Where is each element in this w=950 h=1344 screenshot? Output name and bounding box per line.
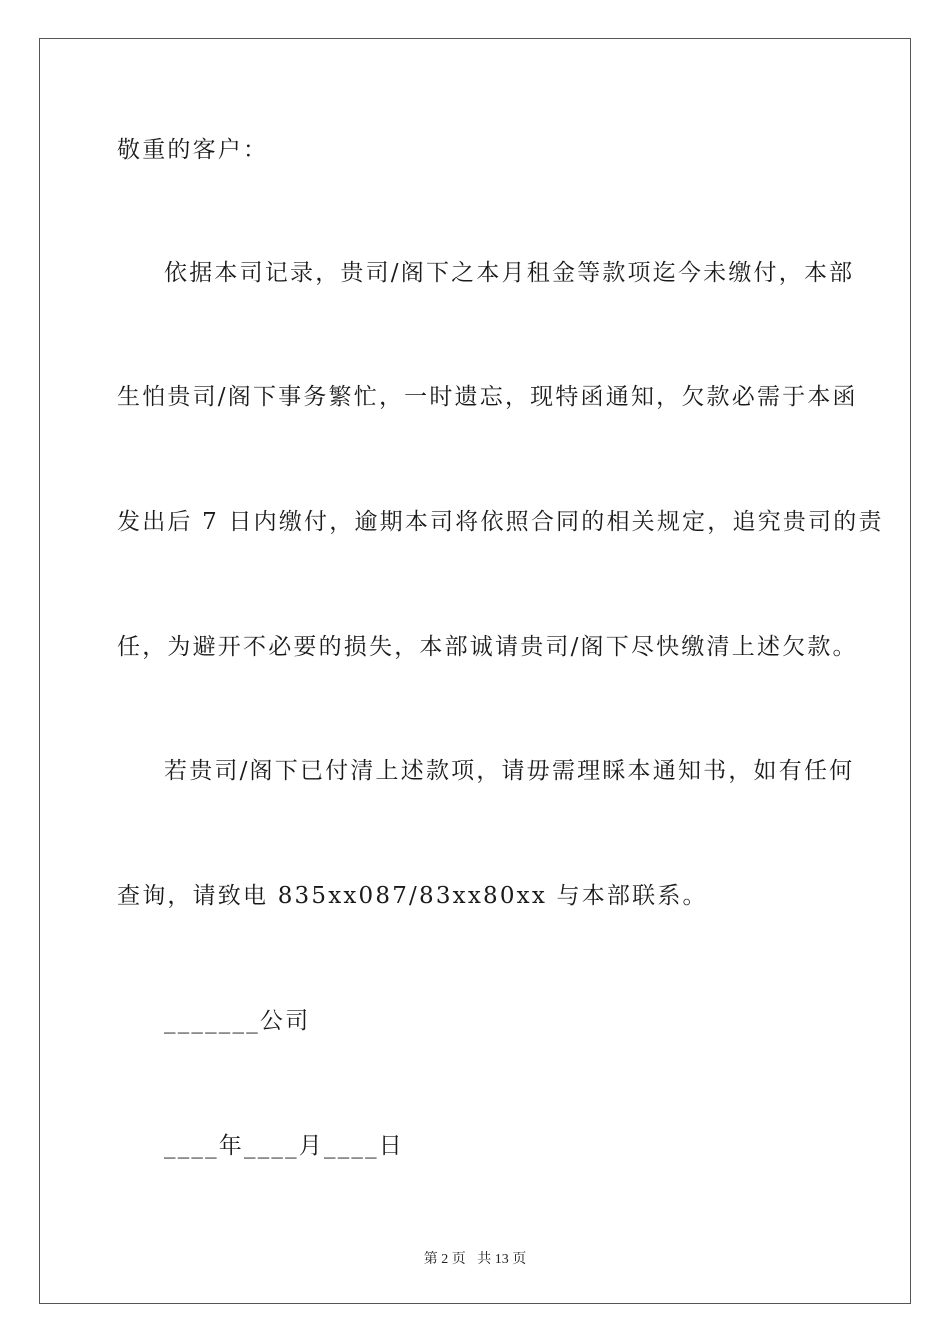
paragraph-1-line-3: 发出后 7 日内缴付，逾期本司将依照合同的相关规定，追究贵司的责 <box>117 509 884 535</box>
paragraph-1-line-1: 依据本司记录，贵司/阁下之本月租金等款项迄今未缴付，本部 <box>164 260 855 286</box>
paragraph-1-line-4: 任，为避开不必要的损失，本部诚请贵司/阁下尽快缴清上述欠款。 <box>117 634 858 660</box>
date-line: ____年____月____日 <box>164 1133 404 1159</box>
company-signature-line: _______公司 <box>164 1008 311 1034</box>
paragraph-2-line-2: 查询，请致电 835xx087/83xx80xx 与本部联系。 <box>117 883 708 909</box>
page-border <box>39 38 911 1304</box>
page-total: 共 13 页 <box>477 1252 527 1267</box>
salutation: 敬重的客户： <box>117 137 269 163</box>
paragraph-2-line-1: 若贵司/阁下已付清上述款项，请毋需理睬本通知书，如有任何 <box>164 758 855 784</box>
page-number: 第 2 页 <box>423 1252 466 1267</box>
page-footer <box>0 1248 950 1268</box>
paragraph-1-line-2: 生怕贵司/阁下事务繁忙，一时遗忘，现特函通知，欠款必需于本函 <box>117 384 858 410</box>
